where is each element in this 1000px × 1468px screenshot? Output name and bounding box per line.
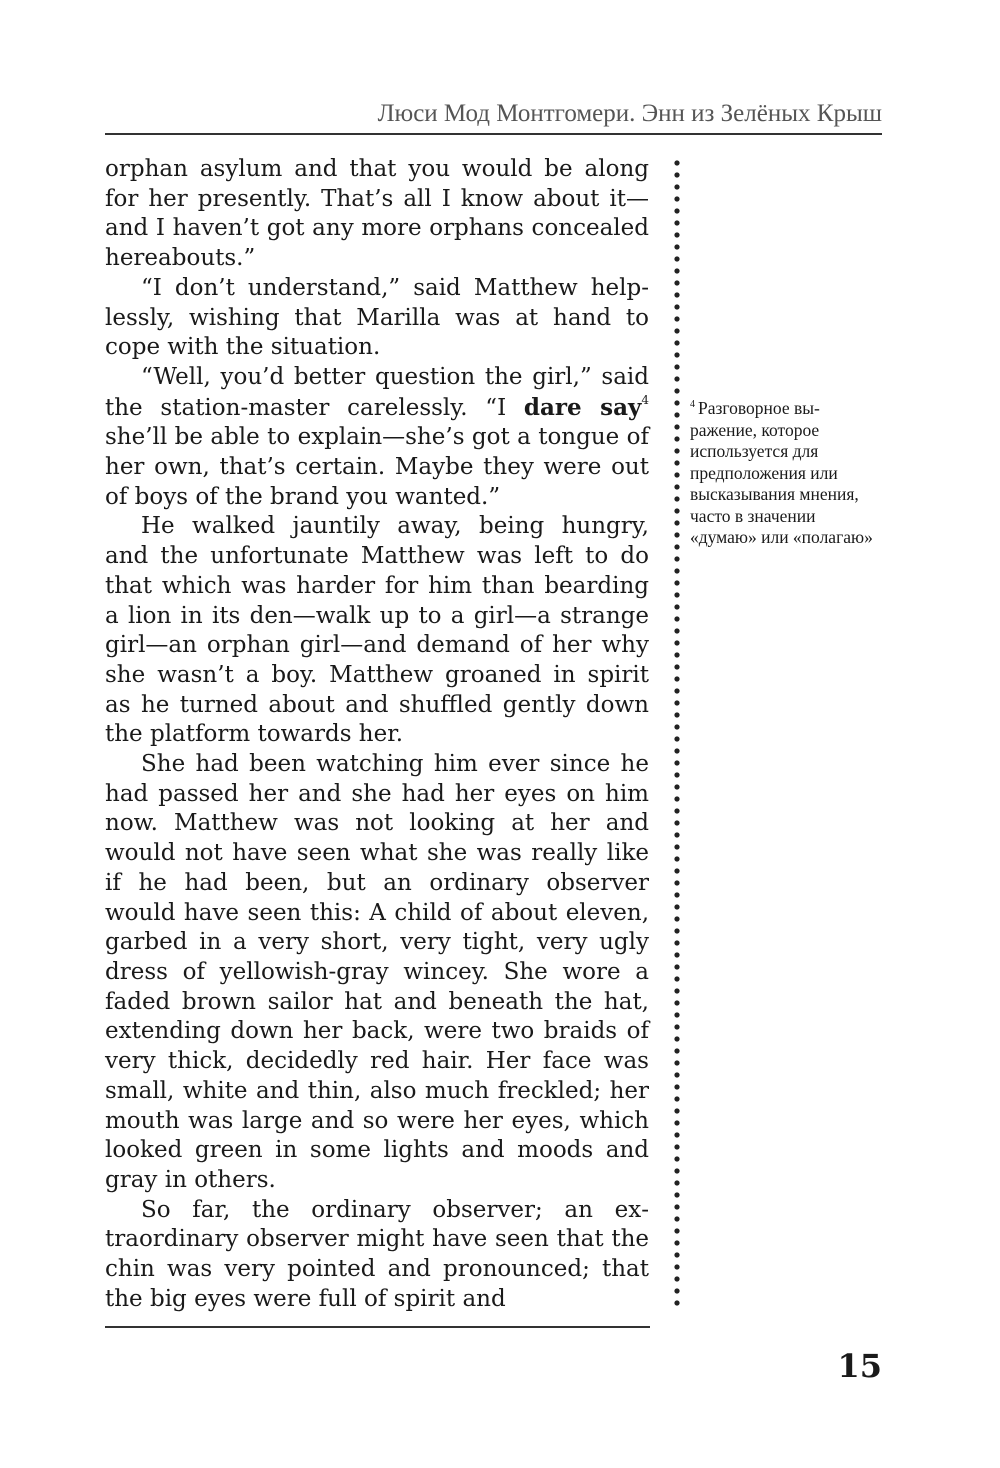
main-text-column (105, 155, 649, 1314)
margin-footnote (690, 398, 880, 549)
header-rule (105, 133, 882, 135)
page-number: 15 (837, 1347, 882, 1385)
footnote-reference: 4 (641, 392, 649, 407)
paragraph-3-start: “Well, you’d better question the girl,” said the station-master carelessly. “I (105, 363, 649, 421)
footnote-text: Разговорное выражение, которое используется для предположения или высказывания мнения, часто в значении «думаю» или «полагаю» (690, 398, 873, 547)
dotted-divider (673, 157, 681, 1309)
paragraph-6: So far, the ordinary observer; an extraordinary observer might have seen that the chin was very pointed and pronounced; that the big eyes were full of spirit and (105, 1196, 649, 1312)
glossed-phrase: dare say (523, 393, 642, 421)
paragraph-3 (105, 363, 649, 513)
paragraph-5: She had been watching him ever since he had passed her and she had her eyes on him now. Matthew was not looking at her and would not have seen what she was really like if he had been, but an ordinary observer would have seen this: A child of about eleven, garbed in a very short, very tight, very ugly dress of yellowish-gray wincey. She wore a faded brown sailor hat and beneath the hat, extending down her back, were two braids of very thick, decidedly red hair. Her face was small, white and thin, also much freckled; her mouth was large and so were her eyes, which looked green in some lights and moods and gray in others. (105, 751, 649, 1193)
paragraph-1: orphan asylum and that you would be along for her presently. That’s all I know about it—and I haven’t got any more orphans concealed hereabouts.” (105, 156, 649, 272)
paragraph-3-end: she’ll be able to explain—she’s got a tongue of her own, that’s certain. Maybe they were out of boys of the brand you wanted.” (105, 424, 649, 510)
paragraph-2: “I don’t understand,” said Matthew helplessly, wishing that Marilla was at hand to cope with the situation. (105, 274, 649, 361)
paragraph-4: He walked jauntily away, being hungry, and the unfortunate Matthew was left to do that which was harder for him than bearding a lion in its den—walk up to a girl—a strange girl—an orphan girl—and demand of her why she wasn’t a boy. Matthew groaned in spirit as he turned about and shuffled gently down the platform towards her. (105, 513, 649, 748)
running-head: Люси Мод Монтгомери. Энн из Зелёных Крыш (377, 100, 882, 127)
footer-rule (105, 1326, 650, 1328)
footnote-marker: 4 (690, 399, 695, 410)
